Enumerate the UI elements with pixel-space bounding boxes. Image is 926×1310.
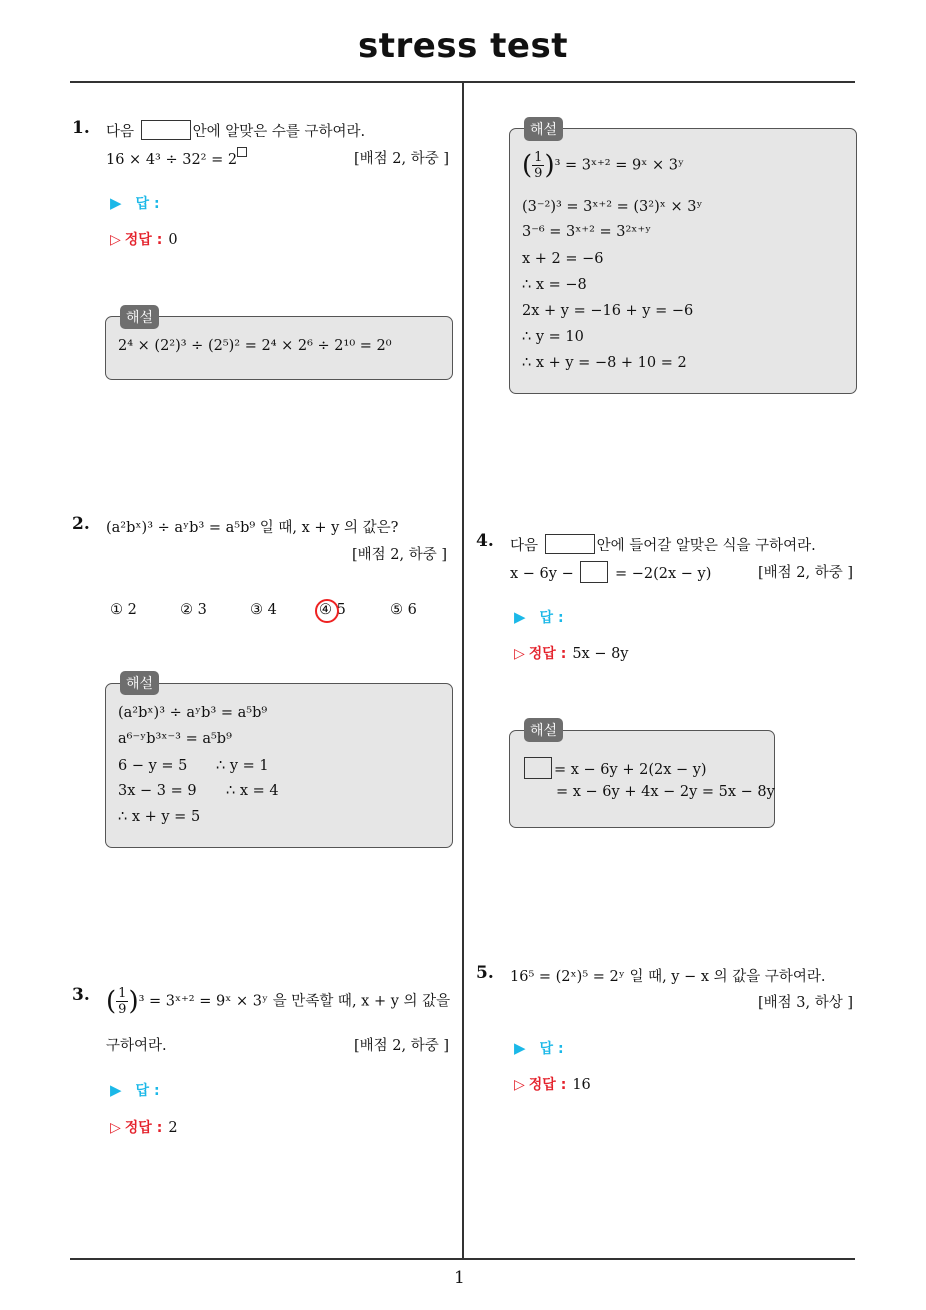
question-4-expression [510, 561, 711, 583]
q3-solution-line-5: ∴ x = −8 [522, 277, 587, 293]
q4-sol-line-1-text: = x − 6y + 2(2x − y) [554, 762, 707, 778]
q1-solution-tag: 해설 [120, 305, 159, 329]
q2-solution-line-1: (a²bˣ)³ ÷ aʸb³ = a⁵b⁹ [118, 705, 268, 721]
question-4-solution-box [509, 730, 775, 828]
answer-label: 답 : [539, 1041, 564, 1057]
question-4-number: 4. [476, 531, 494, 551]
footer-rule [70, 1258, 855, 1260]
q4-sol-box [524, 757, 552, 779]
question-4-prompt [510, 534, 816, 555]
question-5-meta: [배점 3, 하상 ] [758, 995, 854, 1011]
q3-sol-right-paren: ) [544, 150, 555, 181]
q2-solution-line-5: ∴ x + y = 5 [118, 809, 201, 825]
q2-choice-4[interactable]: ④ 5 [319, 602, 346, 618]
question-1-answer-row [110, 193, 160, 213]
q1-exponent-box [237, 147, 247, 157]
q3-solution-line-7: ∴ y = 10 [522, 329, 584, 345]
question-2-number: 2. [72, 514, 90, 534]
q3-solution-line-3: 3⁻⁶ = 3ˣ⁺² = 3²ˣ⁺ʸ [522, 224, 652, 240]
answer-triangle-icon: ▶ [514, 1039, 526, 1057]
answer-triangle-icon: ▶ [110, 194, 122, 212]
question-2-prompt: (a²bˣ)³ ÷ aʸb³ = a⁵b⁹ 일 때, x + y 의 값은? [106, 520, 399, 536]
question-4-answer-row [514, 607, 564, 627]
selected-answer-circle-mark [315, 599, 339, 623]
q4-blank-box [545, 534, 595, 554]
q4-correct-value: 5x − 8y [572, 646, 629, 662]
q2-choice-2[interactable]: ② 3 [180, 602, 207, 618]
question-1-correct-row [110, 229, 178, 249]
correct-label: 정답 : [528, 646, 567, 662]
q3-frac-den: 9 [118, 1002, 127, 1017]
correct-triangle-icon: ▷ [514, 1077, 525, 1093]
correct-label: 정답 : [124, 232, 163, 248]
correct-label: 정답 : [528, 1077, 567, 1093]
q2-choice-3[interactable]: ③ 4 [250, 602, 277, 618]
answer-triangle-icon: ▶ [110, 1081, 122, 1099]
q1-correct-value: 0 [168, 232, 178, 248]
q1-solution-line: 2⁴ × (2²)³ ÷ (2⁵)² = 2⁴ × 2⁶ ÷ 2¹⁰ = 2⁰ [118, 338, 392, 354]
question-3-answer-row [110, 1080, 160, 1100]
question-5-number: 5. [476, 963, 494, 983]
question-1-prompt [106, 120, 365, 141]
question-5-prompt: 16⁵ = (2ˣ)⁵ = 2ʸ 일 때, y − x 의 값을 구하여라. [510, 969, 826, 985]
q3-solution-line-4: x + 2 = −6 [522, 251, 604, 267]
q4-solution-line-2: = x − 6y + 4x − 2y = 5x − 8y [556, 784, 775, 800]
q2-solution-line-3b: ∴ y = 1 [216, 758, 269, 774]
q3-right-paren: ) [128, 986, 139, 1017]
correct-triangle-icon: ▷ [110, 232, 121, 248]
question-1-expression [106, 147, 247, 168]
question-1-meta: [배점 2, 하중 ] [354, 151, 450, 167]
question-2-meta: [배점 2, 하중 ] [352, 547, 448, 563]
correct-triangle-icon: ▷ [514, 646, 525, 662]
q4-text-b: 안에 들어갈 알맞은 식을 구하여라. [596, 538, 816, 554]
q2-choice-5[interactable]: ⑤ 6 [390, 602, 417, 618]
q3-solution-line-1 [522, 150, 684, 181]
answer-triangle-icon: ▶ [514, 608, 526, 626]
q3-sol-line-1-rest: ³ = 3ˣ⁺² = 9ˣ × 3ʸ [554, 157, 685, 174]
q1-text-b: 안에 알맞은 수를 구하여라. [192, 124, 366, 140]
column-divider [462, 82, 464, 1259]
q1-blank-box [141, 120, 191, 140]
question-1-number: 1. [72, 118, 90, 138]
question-3-number: 3. [72, 985, 90, 1005]
question-5-correct-row [514, 1074, 591, 1094]
q3-text-a: ³ = 3ˣ⁺² = 9ˣ × 3ʸ 을 만족할 때, x + y 의 값을 [138, 993, 451, 1010]
q4-text-a: 다음 [510, 538, 539, 554]
q5-correct-value: 16 [572, 1077, 591, 1093]
q3-solution-line-2: (3⁻²)³ = 3ˣ⁺² = (3²)ˣ × 3ʸ [522, 199, 703, 215]
q3-sol-frac-den: 9 [534, 166, 543, 181]
q2-solution-tag: 해설 [120, 671, 159, 695]
page-title: stress test [358, 26, 568, 66]
q4-expr-a: x − 6y − [510, 566, 574, 582]
q4-solution-line-1 [524, 757, 707, 779]
question-3-prompt-line-2: 구하여라. [106, 1038, 167, 1054]
q4-solution-tag: 해설 [524, 718, 563, 742]
q3-left-paren: ( [106, 986, 117, 1017]
q3-sol-left-paren: ( [522, 150, 533, 181]
q3-correct-value: 2 [168, 1120, 178, 1136]
question-4-correct-row [514, 643, 629, 663]
q2-solution-line-4: 3x − 3 = 9 [118, 783, 197, 799]
q2-solution-line-4b: ∴ x = 4 [226, 783, 279, 799]
q2-solution-line-2: a⁶⁻ʸb³ˣ⁻³ = a⁵b⁹ [118, 731, 232, 747]
q3-sol-frac-num: 1 [534, 150, 543, 165]
page-number: 1 [454, 1268, 465, 1288]
q3-frac-num: 1 [118, 986, 127, 1001]
answer-label: 답 : [135, 196, 160, 212]
correct-label: 정답 : [124, 1120, 163, 1136]
q3-solution-line-6: 2x + y = −16 + y = −6 [522, 303, 694, 319]
q4-expr-b: = −2(2x − y) [614, 566, 712, 582]
question-3-meta: [배점 2, 하중 ] [354, 1038, 450, 1054]
q1-text-a: 다음 [106, 124, 135, 140]
q3-solution-tag: 해설 [524, 117, 563, 141]
answer-label: 답 : [135, 1083, 160, 1099]
q2-solution-line-3: 6 − y = 5 [118, 758, 188, 774]
q3-fraction [116, 986, 128, 1017]
correct-triangle-icon: ▷ [110, 1120, 121, 1136]
question-4-meta: [배점 2, 하중 ] [758, 565, 854, 581]
q2-choice-1[interactable]: ① 2 [110, 602, 137, 618]
q4-expr-box [580, 561, 608, 583]
answer-label: 답 : [539, 610, 564, 626]
q1-expr-text: 16 × 4³ ÷ 32² = 2 [106, 152, 238, 168]
question-3-correct-row [110, 1117, 178, 1137]
question-3-prompt [106, 986, 450, 1017]
question-5-answer-row [514, 1038, 564, 1058]
q3-solution-line-8: ∴ x + y = −8 + 10 = 2 [522, 355, 687, 371]
q3-sol-fraction [532, 150, 544, 181]
